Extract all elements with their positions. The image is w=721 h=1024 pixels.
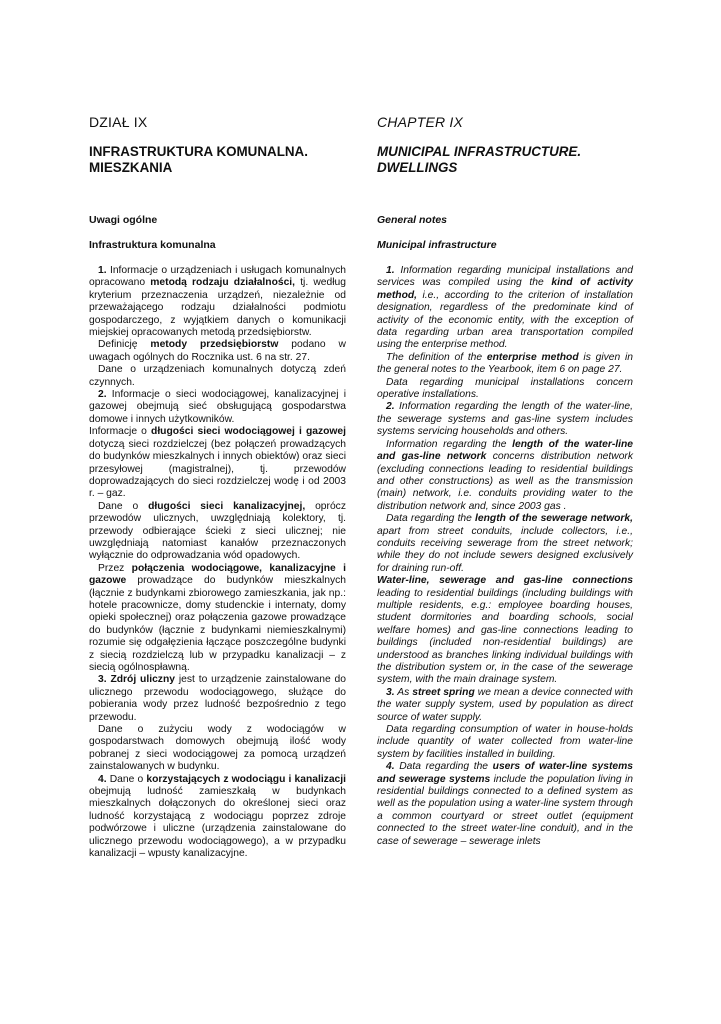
text: include the population living in residential buildings connected to a defined system as well as the population using a water-line system through a common courtyard or street outlet (equipment connected to the street water-line conduit), and in the case of sewerage – sewerage inlets: [377, 773, 633, 847]
item-number: 3.: [98, 674, 107, 686]
text: tj. według kryterium przeznaczenia urządzeń, niezależnie od przeważającego rodzaju działalności podmiotu gospodarczego, z wyjątkiem danych o komunikacji miejskiej opracowanych metodą przedsiębiorstw.: [89, 277, 346, 339]
text: prowadzące do budynków mieszkalnych (łącznie z budynkami zbiorowego zamieszkania, jak np.: hotele pracownicze, domy studenckie i internaty, domy opieki społecznej) oraz połączenia gazowe prowadzące do budynków (łącznie z budynkami niemieszkalnymi) rozumie się odgałęzienia łączące poszczególne budynki z siecią rozdzielczą lub w przypadku kanalizacji – z siecią ogólnospławną.: [89, 575, 346, 673]
text: dotyczą sieci rozdzielczej (bez połączeń prowadzących do budynków mieszkalnych i innych obiektów) oraz sieci przesyłowej (magistralnej), tj. przewodów doprowadzających do sieci rozdzielczej wodę i od 2003 r. – gaz.: [89, 438, 346, 500]
text: Data regarding the: [386, 513, 476, 525]
text: Information regarding the: [386, 438, 513, 450]
text: As: [394, 686, 413, 698]
bold-term: długości sieci kanalizacyjnej,: [148, 500, 306, 512]
chapter-title-line1: MUNICIPAL INFRASTRUCTURE.: [377, 144, 582, 159]
bold-term: metody przedsiębiorstw: [150, 339, 279, 351]
text: concerns distribution network (excluding connections leading to residential buildings and other constructions) as well as the transmission (main) network, i.e. conduits providing water to the distribution network and, since 2003 gas .: [377, 451, 634, 512]
paragraph-4: [377, 401, 633, 438]
chapter-title: [377, 144, 633, 176]
item-number: 4.: [386, 761, 395, 773]
bold-term: street spring: [412, 686, 475, 698]
bold-term: połączenia wodociągowe, kanalizacyjne i gazowe: [89, 562, 346, 587]
paragraph-2: [89, 339, 346, 364]
text: Information regarding municipal installations and services was compiled using the: [377, 265, 633, 289]
text: Dane o: [98, 500, 149, 512]
paragraph-7: [377, 575, 633, 687]
bold-term: metodą rodzaju działalności,: [150, 277, 296, 289]
paragraph-3: Dane o urządzeniach komunalnych dotyczą zdeń czynnych.: [89, 364, 346, 388]
chapter-heading: CHAPTER IX: [377, 114, 464, 130]
text: Informacje o: [89, 426, 152, 438]
text: podano w uwagach ogólnych do Rocznika ust. 6 na str. 27.: [89, 339, 346, 363]
text: we mean a device connected with the water supply system, used by population as direct source of water supply.: [377, 686, 633, 723]
paragraph-8: [377, 687, 633, 724]
chapter-title-line1: INFRASTRUKTURA KOMUNALNA.: [89, 144, 308, 159]
polish-column: [89, 114, 346, 861]
bold-term: kind of activity method,: [377, 277, 633, 301]
chapter-title: [89, 144, 346, 176]
text: leading to residential buildings (including buildings with multiple residents, e.g.: employee boarding houses, student dormitories and boarding schools, social welfare homes) and gas-line connections leading to buildings (included non-residential buildings) are understood as branches linking individual buildings with the distribution system or, in the case of the sewerage system, with the main drainage system.: [377, 587, 633, 686]
paragraph-1: [377, 265, 633, 352]
chapter-heading: DZIAŁ IX: [89, 114, 148, 130]
bold-term: korzystających z wodociągu i kanalizacji: [146, 773, 347, 785]
bold-term: długości sieci wodociągowej i gazowej: [151, 426, 346, 438]
item-number: 2.: [386, 401, 395, 413]
text: apart from street conduits, include collectors, i.e., conduits receiving sewerage from the street network; while they do not include sewers designed exclusively for draining run-off.: [377, 525, 633, 574]
paragraph-7: [89, 563, 346, 675]
paragraph-10: [89, 774, 346, 861]
text: The definition of the: [386, 351, 487, 363]
subsection-heading: Infrastruktura komunalna: [89, 239, 216, 251]
text: Przez: [98, 562, 132, 574]
text: Dane o: [106, 773, 147, 785]
subsection-heading: Municipal infrastructure: [377, 239, 497, 251]
text: Informacje o sieci wodociągowej, kanalizacyjnej i gazowej obejmują sieć obsługującą gospodarstwa domowe i innych użytkowników.: [89, 389, 346, 425]
item-number: 2.: [98, 389, 107, 401]
english-column: [377, 114, 633, 848]
bold-term: users of water-line systems and sewerage systems: [377, 761, 634, 785]
paragraph-5: [89, 426, 346, 500]
paragraph-1: [89, 265, 346, 339]
item-number: 1.: [386, 265, 395, 276]
section-heading: General notes: [377, 214, 448, 226]
text: obejmują ludność zamieszkałą w budynkach mieszkalnych dołączonych do określonej sieci oraz ludność korzystającą z wodociągu poprzez zdroje podwórzowe i uliczne (urządzenia zainstalowane do ulicznego przewodu wodociągowego), a w przypadku kanalizacji – wpusty kanalizacyjne.: [89, 786, 346, 860]
text: Information regarding the length of the water-line, the sewerage systems and gas-line system includes systems servicing households and others.: [377, 401, 633, 438]
paragraph-6: [377, 513, 633, 575]
bold-term: length of the water-line and gas-line network: [377, 438, 633, 463]
paragraph-6: [89, 501, 346, 563]
paragraph-3: Data regarding municipal installations concern operative installations.: [377, 376, 633, 401]
text: i.e., according to the criterion of installation designation, regardless of the predominate kind of activity of the economic entity, with the exception of data regarding urban area transportation compiled using the enterprise method.: [377, 289, 633, 351]
text: Data regarding the: [394, 761, 493, 773]
chapter-title-line2: DWELLINGS: [377, 160, 458, 175]
chapter-title-line2: MIESZKANIA: [89, 160, 173, 175]
paragraph-9: Dane o zużyciu wody z wodociągów w gospodarstwach domowych obejmują ilość wody pobranej z sieci wodociągowej za pomocą urządzeń zainstalowanych w budynku.: [89, 724, 346, 773]
item-number: 3.: [386, 686, 395, 698]
paragraph-8: [89, 674, 346, 724]
paragraph-5: [377, 439, 633, 513]
paragraph-10: [377, 761, 633, 848]
section-heading: Uwagi ogólne: [89, 214, 158, 226]
bold-term: enterprise method: [486, 351, 579, 363]
text: jest to urządzenie zainstalowane do ulicznego przewodu wodociągowego, służące do pobierania wody przez ludność bezpośrednio z tego przewodu.: [89, 674, 346, 723]
text: oprócz przewodów ulicznych, uwzględniają kolektory, tj. przewody odbierające ścieki z sieci ulicznej; nie uwzględniają natomiast kanałów przeznaczonych wyłącznie do odprowadzania wód opadowych.: [89, 500, 346, 562]
item-number: 1.: [98, 265, 107, 276]
text: is given in the general notes to the Yearbook, item 6 on page 27.: [377, 351, 633, 376]
text: Definicję: [98, 339, 151, 351]
item-number: 4.: [98, 773, 107, 785]
paragraph-2: [377, 352, 633, 377]
bold-term: Water-line, sewerage and gas-line connections: [377, 575, 633, 587]
bold-term: Zdrój uliczny: [106, 674, 175, 686]
paragraph-4: [89, 389, 346, 426]
bold-term: length of the sewerage network,: [475, 513, 633, 525]
paragraph-9: Data regarding consumption of water in house-holds include quantity of water collected from water-line system by facilities installed in building.: [377, 724, 633, 760]
text: Informacje o urządzeniach i usługach komunalnych opracowano: [89, 265, 346, 289]
